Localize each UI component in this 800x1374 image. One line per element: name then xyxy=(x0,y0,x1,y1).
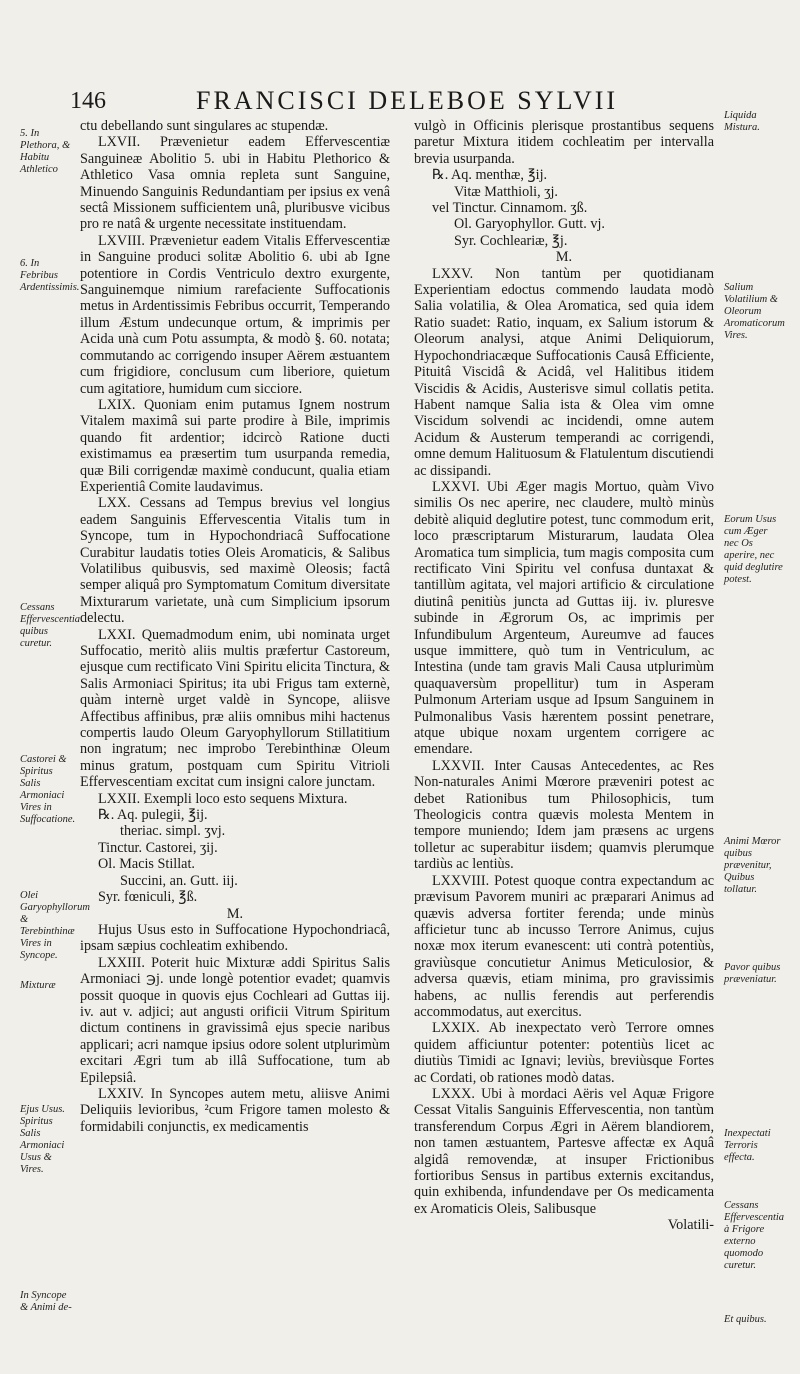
paragraph: LXXX. Ubi à mordaci Aëris vel Aquæ Frigore Cessat Vitalis Sanguinis Effervescentia, non tantùm transferendum Corpus Ægri in Aërem blandiorem, non tamen æstuantem, Partesve affectæ ex Aquâ algidâ removendæ, at insuper Frictionibus fortioribus Sensus in partibus externis excitandus, quin exhibenda, infundendave per Os medicamenta ex Aromaticis Oleis, Salibusque xyxy=(414,1085,714,1217)
margin-note-right: Eorum Usus cum Æger nec Os aperire, nec quid deglutire potest. xyxy=(724,514,783,585)
recipe-line: Ol. Macis Stillat. xyxy=(98,856,195,873)
paragraph: LXXIV. In Syncopes autem metu, aliisve Animi Deliquiis levioribus, ²cum Frigore tamen molesto & formidabili conjunctis, ex medicamentis xyxy=(80,1085,390,1135)
recipe-line: Vitæ Matthioli, ʒj. xyxy=(454,183,558,200)
paragraph: Hujus Usus esto in Suffocatione Hypochondriacâ, ipsam sæpius cochleatim exhibendo. xyxy=(80,921,390,955)
margin-note-right: Salium Volatilium & Oleorum Aromaticorum Vires. xyxy=(724,282,785,341)
recipe-line: Syr. fœniculi, ℥ß. xyxy=(98,889,198,906)
paragraph: LXIX. Quoniam enim putamus Ignem nostrum Vitalem maximâ sui parte prodire à Bile, imprimis quando fit ardentior; idcircò Ratione ducti existimamus ea præsertim tum usurpanda remedia, quæ Bili corrigendæ maximè conducunt, qualia etiam Experientiâ Comite laudavimus. xyxy=(80,396,390,495)
paragraph: LXXVII. Inter Causas Antecedentes, ac Res Non-naturales Animi Mœrore præveniri potest ac debet Rationibus tum Philosophicis, tum Theologicis contra quævis molesta Mentem in tempore muniendo; Idem jam præsens ac urgens tolletur ac superabitur iisdem; quamvis plerumque tardiùs ac lentiùs. xyxy=(414,757,714,873)
margin-note-left: Castorei & Spiritus Salis Armoniaci Vires in Suffocatione. xyxy=(20,754,76,825)
paragraph: LXXVIII. Potest quoque contra expectandum ac prævisum Pavorem muniri ac præparari Animus ad quævis adversa fortiter ferenda; unde minùs afficietur tunc ab incusso Terrore Animus, cujus noxæ mox iterum evanescent: uti contrà potentiùs, graviùsque concutietur Animus Meticulosior, & adversa quævis, etiam minima, pro gravissimis habens, ac nullis ferendis aut perferendis accommodatus, aut exercitus. xyxy=(414,872,714,1020)
margin-note-right: Liquida Mistura. xyxy=(724,110,760,133)
paragraph: LXXVI. Ubi Æger magis Mortuo, quàm Vivo similis Os nec aperire, nec claudere, multò minùs debitè aliquid deglutire potest, tunc commodum erit, loco præscriptarum Misturarum, laudata Olea Aromatica tum simplicia, tum magis composita cum rectificato Vini Spiritu vel confusa duntaxat & tantillùm agitata, vel majori artificio & circulatione diutinâ penitiùs juncta ad Guttas iij. iv. pluresve subinde in Ægrorum Os, ac imprimis per Infundibulum Argenteum, Aureumve ad fauces usque immittere, quò tum in Ventriculum, ac Intestina (unde tam gravis Mali Causa utplurimùm quaquaversùm propellitur) tum in Asperam Pulmonum Arteriam usque ad Ipsum Sanguinem in Pulmonalibus Vasis hærentem possint penetrare, atque ubique noxam urgentem corrigere ac emendare. xyxy=(414,478,714,758)
paragraph: LXXII. Exempli loco esto sequens Mixtura. xyxy=(98,790,348,807)
margin-note-left: 5. In Plethora, & Habitu Athletico xyxy=(20,128,71,175)
paragraph: LXXIX. Ab inexpectato verò Terrore omnes quidem afficiuntur potenter: potentiùs licet ac diutiùs Timidi ac Ignavi; leviùs, breviùsque Fortes ac Cordati, ob rationes modò datas. xyxy=(414,1020,714,1086)
paragraph: LXVIII. Prævenietur eadem Vitalis Effervescentiæ in Sanguine produci solitæ Abolitio 6. ubi ab Igne potentiore in Cordis Ventriculo dextro exurgente, Sanguinemque nimium rarefaciente Suffocationis metus in Ardentissimis Febribus occurrit, Temperando illum Æstum undecunque ortum, & imprimis per Acida unà cum Potu assumpta, & modò §. 60. notata; commutando ac corrigendo insuper Aërem æstuantem cum frigidiore, conclusum cum liberiore, quietum cum agitatiore, humidum cum sicciore. xyxy=(80,232,390,397)
recipe-line: Tinctur. Castorei, ʒij. xyxy=(98,839,218,856)
text-column-left xyxy=(80,118,390,1135)
recipe-line: ℞. Aq. pulegii, ℥ij. xyxy=(98,807,208,824)
margin-note-left: Mixturæ xyxy=(20,980,56,991)
paragraph: LXX. Cessans ad Tempus brevius vel longius eadem Sanguinis Effervescentia Vitalis tum in Syncope, tum in Hypochondriacâ Suffocatione Curabitur laudatis toties Oleis Aromaticis, & Salibus Volatilibus quibusvis, sed maximè Oleosis; factâ semper aliquâ pro Symptomatum Comitum diversitate Mixturarum varietate, unà cum Simplicium ipsorum delectu. xyxy=(80,495,390,627)
margin-note-right: Pavor quibus præveniatur. xyxy=(724,962,781,985)
paragraph: LXVII. Prævenietur eadem Effervescentiæ Sanguineæ Abolitio 5. ubi in Habitu Plethorico & Athletico Vasa omnia repleta sunt Sanguine, Minuendo Sanguinis Redundantiam per ipsius ex venâ sectâ Missionem sufficientem unâ, pluribusve vicibus pro re natâ & urgente necessitate instituendam. xyxy=(80,134,390,233)
recipe-line: Succini, an. Gutt. iij. xyxy=(120,872,238,889)
margin-note-right: Cessans Effervescentia à Frigore externo quomodo curetur. xyxy=(724,1200,785,1271)
recipe-line: theriac. simpl. ʒvj. xyxy=(120,823,226,840)
running-title: FRANCISCI DELEBOE SYLVII xyxy=(196,86,619,115)
page-number: 146 xyxy=(70,88,106,114)
recipe-line: Ol. Garyophyllor. Gutt. vj. xyxy=(454,216,605,233)
recipe-line: Syr. Cochleariæ, ℥j. xyxy=(454,232,568,249)
margin-note-left: Ejus Usus. Spiritus Salis Armoniaci Usus & Vires. xyxy=(20,1104,65,1175)
recipe-line: vel Tinctur. Cinnamom. ʒß. xyxy=(432,200,588,217)
recipe-misce: M. xyxy=(226,905,244,922)
margin-note-left: Cessans Effervescentia quibus curetur. xyxy=(20,602,81,649)
running-head xyxy=(70,84,740,118)
margin-note-left: Olei Garyophyllorum & Terebinthinæ Vires in Syncope. xyxy=(20,890,90,961)
paragraph: vulgò in Officinis plerisque prostantibus sequens paretur Mixtura itidem cochleatim per intervalla brevia usurpanda. xyxy=(414,118,714,167)
margin-note-right: Et quibus. xyxy=(724,1314,767,1325)
paragraph: LXXI. Quemadmodum enim, ubi nominata urget Suffocatio, meritò aliis multis præfertur Castoreum, ejusque cum rectificato Vini Spiritu elicita Tinctura, & Salis Armoniaci Spiritus; ita ubi Frigus tam externè, quàm internè urget valdè in Syncope, aliisve Affectibus affinibus, præ aliis omnibus mihi hactenus compertis laudo Oleum Garyophyllorum Stillatitium non ingratum; nec improbo Terebinthinæ Oleum minus gratum, postquam cum Spiritu Vitrioli Effervescentiam excitat cum insigni calore junctam. xyxy=(80,626,390,791)
paragraph: ctu debellando sunt singulares ac stupendæ. xyxy=(80,118,329,134)
catchword: Volatili- xyxy=(667,1217,714,1234)
text-column-right xyxy=(414,118,714,1234)
margin-note-left: In Syncope & Animi de- xyxy=(20,1290,72,1313)
margin-note-right: Animi Mœror quibus prævenitur, Quibus tollatur. xyxy=(724,836,781,895)
paragraph: LXXV. Non tantùm per quotidianam Experientiam edoctus commendo laudata modò Salia volatilia, & Olea Aromatica, sed quia idem Ratio suadet: Ratio, inquam, ex Salium istorum & Oleorum analysi, atque Animi Deliquiorum, Hypochondriacæque Suffocationis Causâ Efficiente, Pituitâ Viscidâ & Acidâ, vel Halitibus itidem Viscidis & Acidis, Austerisve simul collatis petita. Habent namque Salia ista & Olea vim omne Viscidum solvendi ac incidendi, omne autem Acidum & Austerum temperandi ac corrigendi, omne demum Halituosum & Flatulentum discutiendi ac dissipandi. xyxy=(414,265,714,479)
margin-note-left: 6. In Febribus Ardentissimis. xyxy=(20,258,80,293)
margin-note-right: Inexpectati Terroris effecta. xyxy=(724,1128,771,1163)
recipe-misce: M. xyxy=(555,249,573,266)
recipe-line: ℞. Aq. menthæ, ℥ij. xyxy=(432,167,548,184)
paragraph: LXXIII. Poterit huic Mixturæ addi Spiritus Salis Armoniaci ℈j. unde longè potentior evadet; quamvis possit quoque in quovis ejus Cochleari ad Guttas iij. iv. aut v. adjici; aut angusti orificii Vitrum Spiritum dictum continens in gravissimâ ejus specie naribus applicari; acri namque ipsius odore solent utplurimùm excitari Ægri tum ab illâ Suffocatione, tum ab Epilepsiâ. xyxy=(80,954,390,1086)
